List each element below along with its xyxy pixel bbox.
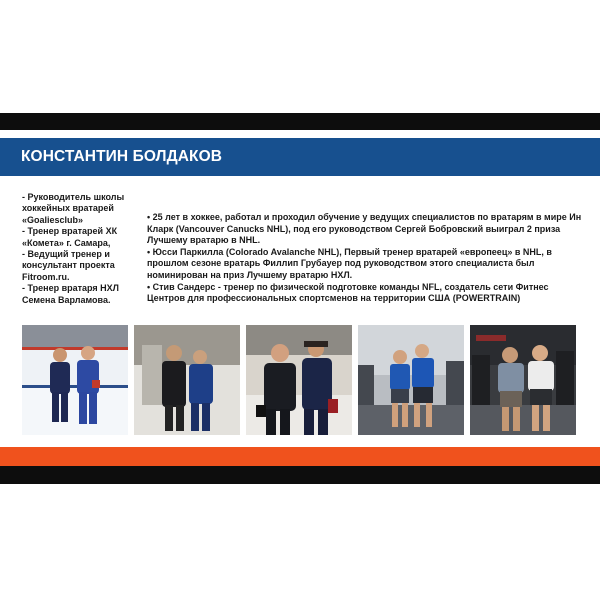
right-item-2: • Юсси Паркилла (Colorado Avalanche NHL), Первый тренер вратарей «европеец» в NHL, в прошлом сезоне вратарь Филлип Грубауер под руководством этого специалиста был номинирован на приз Лучшему вратарю НХЛ. <box>147 246 552 280</box>
right-column <box>147 212 587 305</box>
right-item-1: • 25 лет в хоккее, работал и проходил обучение у ведущих специалистов по вратарям в мире Ин Кларк (Vancouver Canucks NHL), под его руководством Сергей Бобровский выиграл 2 приза Лучшему вратарю в NHL. <box>147 212 582 246</box>
orange-stripe <box>0 447 600 466</box>
photo-strip <box>22 325 578 435</box>
left-column <box>22 192 152 306</box>
left-item-2: - Тренер вратарей ХК «Комета» г. Самара, <box>22 226 118 248</box>
photo-rink-two-coaches <box>22 325 128 435</box>
photo-arena-two-men <box>134 325 240 435</box>
photo-hockey-gear <box>246 325 352 435</box>
page-title: КОНСТАНТИН БОЛДАКОВ <box>21 148 223 165</box>
top-white-gap <box>0 130 600 138</box>
left-item-1: - Руководитель школы хоккейных вратарей «Goaliesclub» <box>22 192 125 225</box>
title-band <box>0 138 600 176</box>
left-item-3: - Ведущий тренер и консультант проекта Fitroom.ru. <box>22 249 115 282</box>
top-black-stripe <box>0 113 600 130</box>
photo-gym-blue-shirts <box>358 325 464 435</box>
right-item-3: • Стив Сандерс - тренер по физической подготовке команды NFL, создатель сети Фитнес Центров для профессиональных спортсменов на территории США (POWERTRAIN) <box>147 281 549 304</box>
bottom-black-stripe <box>0 466 600 484</box>
photo-gym-dark <box>470 325 576 435</box>
left-item-4: - Тренер вратаря НХЛ Семена Варламова. <box>22 283 119 305</box>
